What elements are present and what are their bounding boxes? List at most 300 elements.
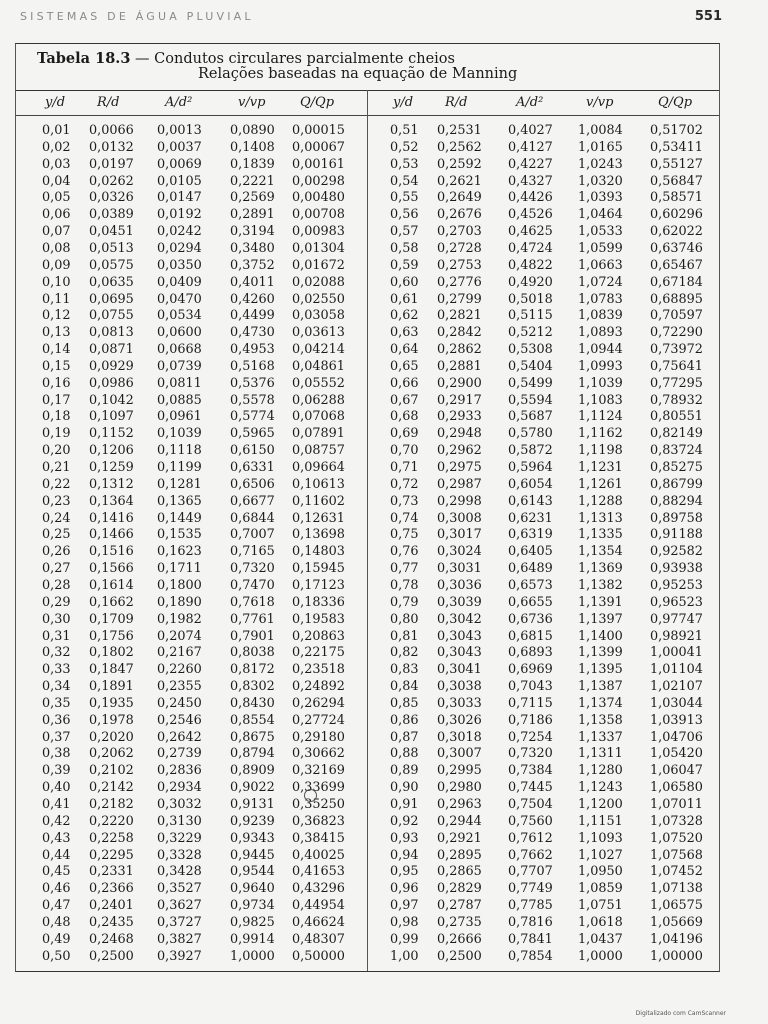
pen-circle-mark (304, 789, 317, 802)
cell-ad2: 0,4027 (508, 123, 553, 138)
cell-qqp: 1,03913 (650, 712, 703, 728)
col-header-qqp-right: Q/Qp (658, 95, 693, 110)
cell-vvp: 1,1231 (578, 460, 623, 475)
cell-yd: 0,84 (390, 679, 419, 695)
cell-qqp: 0,06288 (292, 392, 345, 408)
cell-yd: 0,70 (390, 443, 419, 459)
cell-yd: 0,65 (390, 358, 419, 374)
cell-rd: 0,2728 (437, 240, 482, 256)
cell-rd: 0,2980 (437, 780, 482, 796)
cell-qqp: 0,18336 (292, 594, 345, 610)
cell-rd: 0,2258 (89, 830, 134, 846)
cell-qqp: 0,78932 (650, 392, 703, 408)
cell-ad2: 0,5872 (508, 443, 553, 459)
cell-yd: 0,62 (390, 308, 419, 324)
cell-ad2: 0,7816 (508, 914, 553, 930)
cell-qqp: 1,07011 (650, 797, 703, 812)
cell-ad2: 0,6893 (508, 645, 553, 661)
cell-vvp: 1,1151 (578, 813, 623, 829)
cell-vvp: 0,7901 (230, 628, 275, 644)
cell-rd: 0,2881 (437, 358, 482, 374)
cell-rd: 0,1614 (89, 577, 134, 593)
cell-qqp: 0,89758 (650, 510, 703, 526)
cell-qqp: 0,85275 (650, 460, 703, 475)
cell-ad2: 0,7504 (508, 797, 553, 812)
cell-ad2: 0,5404 (508, 358, 553, 374)
cell-yd: 0,16 (42, 375, 71, 391)
cell-ad2: 0,0147 (157, 190, 202, 206)
cell-rd: 0,2962 (437, 443, 482, 459)
cell-ad2: 0,1623 (157, 544, 202, 560)
cell-yd: 0,09 (42, 257, 71, 273)
cell-vvp: 1,1261 (578, 476, 623, 492)
cell-qqp: 0,07068 (292, 409, 345, 425)
cell-rd: 0,3043 (437, 628, 482, 644)
cell-rd: 0,0262 (89, 173, 134, 189)
cell-yd: 0,99 (390, 931, 419, 947)
cell-yd: 0,58 (390, 240, 419, 256)
cell-rd: 0,3018 (437, 729, 482, 745)
cell-yd: 0,87 (390, 729, 419, 745)
cell-ad2: 0,1449 (157, 510, 202, 526)
cell-yd: 0,92 (390, 813, 419, 829)
cell-vvp: 0,7165 (230, 544, 275, 560)
col-header-rd-left: R/d (97, 95, 120, 110)
cell-ad2: 0,6231 (508, 510, 553, 526)
cell-vvp: 0,8554 (230, 712, 275, 728)
cell-qqp: 1,05669 (650, 914, 703, 930)
cell-vvp: 1,0393 (578, 190, 623, 206)
cell-qqp: 0,04861 (292, 358, 345, 374)
cell-yd: 0,19 (42, 426, 71, 442)
cell-yd: 0,39 (42, 763, 71, 779)
cell-vvp: 1,0243 (578, 156, 623, 172)
cell-qqp: 0,46624 (292, 914, 345, 930)
cell-qqp: 1,05420 (650, 746, 703, 762)
cell-vvp: 0,4011 (230, 274, 275, 290)
cell-yd: 0,44 (42, 847, 71, 863)
cell-ad2: 0,3130 (157, 813, 202, 829)
cell-ad2: 0,1535 (157, 527, 202, 543)
cell-qqp: 0,00015 (292, 123, 345, 138)
cell-ad2: 0,7254 (508, 729, 553, 745)
cell-qqp: 0,03058 (292, 308, 345, 324)
cell-yd: 0,74 (390, 510, 419, 526)
cell-qqp: 0,29180 (292, 729, 345, 745)
cell-yd: 0,01 (42, 123, 71, 138)
cell-rd: 0,1662 (89, 594, 134, 610)
cell-vvp: 1,0944 (578, 342, 623, 358)
cell-yd: 0,38 (42, 746, 71, 762)
cell-yd: 0,14 (42, 342, 71, 358)
cell-vvp: 1,1397 (578, 611, 623, 627)
cell-vvp: 0,6150 (230, 443, 275, 459)
cell-yd: 0,61 (390, 291, 419, 307)
cell-vvp: 1,0993 (578, 358, 623, 374)
cell-vvp: 1,1280 (578, 763, 623, 779)
cell-rd: 0,3026 (437, 712, 482, 728)
cell-yd: 0,81 (390, 628, 419, 644)
cell-rd: 0,2900 (437, 375, 482, 391)
running-title: SISTEMAS DE ÁGUA PLUVIAL (20, 10, 254, 23)
cell-qqp: 0,33699 (292, 780, 345, 796)
cell-yd: 0,67 (390, 392, 419, 408)
cell-qqp: 0,27724 (292, 712, 345, 728)
cell-qqp: 1,07328 (650, 813, 703, 829)
cell-yd: 0,56 (390, 207, 419, 223)
cell-qqp: 1,07452 (650, 864, 703, 880)
cell-qqp: 1,00000 (650, 948, 703, 964)
cell-yd: 0,47 (42, 898, 71, 914)
cell-yd: 0,34 (42, 679, 71, 695)
cell-qqp: 0,48307 (292, 931, 345, 947)
cell-yd: 0,54 (390, 173, 419, 189)
cell-qqp: 1,00041 (650, 645, 703, 661)
cell-rd: 0,2500 (89, 948, 134, 964)
cell-yd: 0,11 (42, 291, 71, 307)
cell-rd: 0,2776 (437, 274, 482, 290)
cell-vvp: 0,9445 (230, 847, 275, 863)
cell-yd: 0,12 (42, 308, 71, 324)
cell-ad2: 0,0470 (157, 291, 202, 307)
col-header-rd-right: R/d (445, 95, 468, 110)
cell-rd: 0,1847 (89, 662, 134, 678)
cell-vvp: 1,0320 (578, 173, 623, 189)
cell-rd: 0,0755 (89, 308, 134, 324)
cell-qqp: 0,23518 (292, 662, 345, 678)
cell-rd: 0,2821 (437, 308, 482, 324)
cell-ad2: 0,0534 (157, 308, 202, 324)
cell-ad2: 0,4724 (508, 240, 553, 256)
cell-vvp: 1,1337 (578, 729, 623, 745)
cell-ad2: 0,4327 (508, 173, 553, 189)
cell-ad2: 0,1281 (157, 476, 202, 492)
cell-yd: 0,21 (42, 460, 71, 475)
cell-yd: 0,50 (42, 948, 71, 964)
cell-rd: 0,2703 (437, 224, 482, 240)
cell-qqp: 0,20863 (292, 628, 345, 644)
cell-vvp: 1,0950 (578, 864, 623, 880)
cell-qqp: 0,70597 (650, 308, 703, 324)
cell-rd: 0,2829 (437, 881, 482, 897)
cell-vvp: 1,1093 (578, 830, 623, 846)
cell-rd: 0,3038 (437, 679, 482, 695)
cell-rd: 0,2295 (89, 847, 134, 863)
cell-yd: 0,69 (390, 426, 419, 442)
cell-qqp: 0,97747 (650, 611, 703, 627)
cell-vvp: 1,1039 (578, 375, 623, 391)
cell-rd: 0,0326 (89, 190, 134, 206)
cell-qqp: 0,00983 (292, 224, 345, 240)
cell-ad2: 0,3527 (157, 881, 202, 897)
cell-yd: 0,59 (390, 257, 419, 273)
cell-rd: 0,2948 (437, 426, 482, 442)
cell-rd: 0,2621 (437, 173, 482, 189)
cell-rd: 0,2735 (437, 914, 482, 930)
cell-qqp: 0,13698 (292, 527, 345, 543)
cell-qqp: 1,06580 (650, 780, 703, 796)
cell-vvp: 0,9544 (230, 864, 275, 880)
manning-table (15, 43, 720, 972)
cell-yd: 0,64 (390, 342, 419, 358)
cell-ad2: 0,2739 (157, 746, 202, 762)
cell-qqp: 0,51702 (650, 123, 703, 138)
cell-rd: 0,0986 (89, 375, 134, 391)
cell-rd: 0,0635 (89, 274, 134, 290)
cell-yd: 0,82 (390, 645, 419, 661)
page-header (20, 9, 722, 27)
cell-vvp: 1,1358 (578, 712, 623, 728)
cell-rd: 0,1935 (89, 695, 134, 711)
cell-ad2: 0,7186 (508, 712, 553, 728)
cell-yd: 0,88 (390, 746, 419, 762)
cell-vvp: 1,0839 (578, 308, 623, 324)
cell-qqp: 0,08757 (292, 443, 345, 459)
cell-qqp: 1,03044 (650, 695, 703, 711)
cell-vvp: 1,0533 (578, 224, 623, 240)
cell-qqp: 0,36823 (292, 813, 345, 829)
cell-ad2: 0,2074 (157, 628, 202, 644)
cell-ad2: 0,0192 (157, 207, 202, 223)
cell-rd: 0,2182 (89, 797, 134, 812)
cell-ad2: 0,2355 (157, 679, 202, 695)
cell-vvp: 0,2891 (230, 207, 275, 223)
cell-ad2: 0,1039 (157, 426, 202, 442)
cell-vvp: 0,2569 (230, 190, 275, 206)
cell-qqp: 0,32169 (292, 763, 345, 779)
cell-vvp: 0,6844 (230, 510, 275, 526)
cell-vvp: 0,9343 (230, 830, 275, 846)
cell-ad2: 0,4625 (508, 224, 553, 240)
cell-vvp: 0,0890 (230, 123, 275, 138)
cell-rd: 0,1802 (89, 645, 134, 661)
cell-qqp: 0,10613 (292, 476, 345, 492)
table-row-right (16, 949, 719, 968)
cell-rd: 0,0929 (89, 358, 134, 374)
cell-qqp: 0,55127 (650, 156, 703, 172)
cell-yd: 0,28 (42, 577, 71, 593)
cell-rd: 0,3033 (437, 695, 482, 711)
cell-yd: 0,66 (390, 375, 419, 391)
cell-qqp: 0,44954 (292, 898, 345, 914)
cell-ad2: 0,2167 (157, 645, 202, 661)
cell-qqp: 0,11602 (292, 493, 345, 509)
cell-vvp: 1,1387 (578, 679, 623, 695)
cell-vvp: 1,1162 (578, 426, 623, 442)
cell-vvp: 0,8172 (230, 662, 275, 678)
cell-yd: 0,04 (42, 173, 71, 189)
cell-rd: 0,1516 (89, 544, 134, 560)
cell-qqp: 0,26294 (292, 695, 345, 711)
cell-rd: 0,0066 (89, 123, 134, 138)
cell-qqp: 0,77295 (650, 375, 703, 391)
cell-yd: 0,78 (390, 577, 419, 593)
cell-rd: 0,2666 (437, 931, 482, 947)
cell-ad2: 0,6143 (508, 493, 553, 509)
cell-vvp: 1,1313 (578, 510, 623, 526)
cell-ad2: 0,7707 (508, 864, 553, 880)
cell-ad2: 0,6655 (508, 594, 553, 610)
cell-ad2: 0,0069 (157, 156, 202, 172)
cell-vvp: 1,1354 (578, 544, 623, 560)
cell-yd: 0,53 (390, 156, 419, 172)
cell-rd: 0,2531 (437, 123, 482, 138)
cell-ad2: 0,6489 (508, 561, 553, 577)
cell-vvp: 1,1200 (578, 797, 623, 812)
cell-rd: 0,2649 (437, 190, 482, 206)
cell-ad2: 0,5594 (508, 392, 553, 408)
cell-ad2: 0,7560 (508, 813, 553, 829)
cell-yd: 0,25 (42, 527, 71, 543)
cell-vvp: 0,5578 (230, 392, 275, 408)
cell-vvp: 0,7320 (230, 561, 275, 577)
cell-qqp: 0,60296 (650, 207, 703, 223)
cell-yd: 0,22 (42, 476, 71, 492)
cell-ad2: 0,2934 (157, 780, 202, 796)
cell-vvp: 0,9022 (230, 780, 275, 796)
cell-rd: 0,1756 (89, 628, 134, 644)
cell-rd: 0,2933 (437, 409, 482, 425)
cell-vvp: 1,1400 (578, 628, 623, 644)
cell-vvp: 0,8038 (230, 645, 275, 661)
cell-ad2: 0,2450 (157, 695, 202, 711)
cell-ad2: 0,0961 (157, 409, 202, 425)
cell-ad2: 0,7612 (508, 830, 553, 846)
cell-ad2: 0,7662 (508, 847, 553, 863)
cell-qqp: 0,63746 (650, 240, 703, 256)
cell-qqp: 0,35250 (292, 797, 345, 812)
cell-yd: 0,46 (42, 881, 71, 897)
cell-rd: 0,2921 (437, 830, 482, 846)
cell-ad2: 0,7785 (508, 898, 553, 914)
cell-vvp: 0,2221 (230, 173, 275, 189)
cell-rd: 0,1206 (89, 443, 134, 459)
cell-ad2: 0,6054 (508, 476, 553, 492)
cell-rd: 0,0813 (89, 325, 134, 341)
cell-qqp: 0,92582 (650, 544, 703, 560)
cell-ad2: 0,2546 (157, 712, 202, 728)
col-header-yd-right: y/d (393, 95, 414, 110)
cell-vvp: 0,9640 (230, 881, 275, 897)
cell-vvp: 1,0464 (578, 207, 623, 223)
cell-qqp: 1,04196 (650, 931, 703, 947)
cell-yd: 0,96 (390, 881, 419, 897)
cell-vvp: 1,1369 (578, 561, 623, 577)
cell-vvp: 0,3194 (230, 224, 275, 240)
cell-rd: 0,3008 (437, 510, 482, 526)
cell-vvp: 1,0663 (578, 257, 623, 273)
cell-vvp: 0,7618 (230, 594, 275, 610)
cell-vvp: 0,5774 (230, 409, 275, 425)
cell-ad2: 0,0885 (157, 392, 202, 408)
cell-vvp: 1,0893 (578, 325, 623, 341)
cell-ad2: 0,6736 (508, 611, 553, 627)
cell-rd: 0,2102 (89, 763, 134, 779)
cell-ad2: 0,4526 (508, 207, 553, 223)
cell-ad2: 0,0350 (157, 257, 202, 273)
cell-qqp: 0,02088 (292, 274, 345, 290)
cell-vvp: 0,1408 (230, 139, 275, 155)
cell-qqp: 0,02550 (292, 291, 345, 307)
cell-ad2: 0,2260 (157, 662, 202, 678)
cell-yd: 0,43 (42, 830, 71, 846)
cell-vvp: 1,0751 (578, 898, 623, 914)
cell-qqp: 0,58571 (650, 190, 703, 206)
cell-yd: 0,98 (390, 914, 419, 930)
cell-yd: 0,89 (390, 763, 419, 779)
cell-vvp: 1,1335 (578, 527, 623, 543)
cell-rd: 0,0871 (89, 342, 134, 358)
cell-ad2: 0,5018 (508, 291, 553, 307)
cell-qqp: 1,04706 (650, 729, 703, 745)
cell-ad2: 0,6815 (508, 628, 553, 644)
cell-ad2: 0,7384 (508, 763, 553, 779)
cell-qqp: 1,01104 (650, 662, 703, 678)
cell-vvp: 1,0000 (230, 948, 275, 964)
cell-yd: 0,63 (390, 325, 419, 341)
cell-rd: 0,2998 (437, 493, 482, 509)
cell-yd: 0,68 (390, 409, 419, 425)
cell-yd: 0,85 (390, 695, 419, 711)
cell-yd: 0,36 (42, 712, 71, 728)
cell-ad2: 0,7854 (508, 948, 553, 964)
cell-yd: 0,37 (42, 729, 71, 745)
cell-ad2: 0,6319 (508, 527, 553, 543)
cell-vvp: 1,0599 (578, 240, 623, 256)
cell-rd: 0,3036 (437, 577, 482, 593)
cell-ad2: 0,5499 (508, 375, 553, 391)
cell-qqp: 1,02107 (650, 679, 703, 695)
cell-yd: 0,80 (390, 611, 419, 627)
cell-ad2: 0,1711 (157, 561, 202, 577)
col-header-ad2-left: A/d² (165, 95, 193, 110)
cell-rd: 0,2865 (437, 864, 482, 880)
cell-ad2: 0,0294 (157, 240, 202, 256)
cell-qqp: 0,30662 (292, 746, 345, 762)
cell-ad2: 0,2836 (157, 763, 202, 779)
cell-rd: 0,1152 (89, 426, 134, 442)
cell-vvp: 0,5376 (230, 375, 275, 391)
cell-qqp: 0,38415 (292, 830, 345, 846)
cell-rd: 0,3017 (437, 527, 482, 543)
cell-qqp: 0,56847 (650, 173, 703, 189)
cell-yd: 0,41 (42, 797, 71, 812)
cell-yd: 0,23 (42, 493, 71, 509)
cell-qqp: 0,96523 (650, 594, 703, 610)
cell-ad2: 0,3428 (157, 864, 202, 880)
cell-vvp: 1,0724 (578, 274, 623, 290)
cell-ad2: 0,3927 (157, 948, 202, 964)
cell-yd: 1,00 (390, 948, 419, 964)
cell-rd: 0,1097 (89, 409, 134, 425)
cell-yd: 0,32 (42, 645, 71, 661)
cell-ad2: 0,7749 (508, 881, 553, 897)
cell-rd: 0,2220 (89, 813, 134, 829)
cell-ad2: 0,3229 (157, 830, 202, 846)
cell-yd: 0,08 (42, 240, 71, 256)
cell-ad2: 0,1890 (157, 594, 202, 610)
cell-yd: 0,75 (390, 527, 419, 543)
cell-yd: 0,91 (390, 797, 419, 812)
cell-qqp: 0,73972 (650, 342, 703, 358)
cell-yd: 0,94 (390, 847, 419, 863)
cell-qqp: 1,07138 (650, 881, 703, 897)
cell-ad2: 0,5212 (508, 325, 553, 341)
cell-ad2: 0,4227 (508, 156, 553, 172)
cell-qqp: 0,68895 (650, 291, 703, 307)
scanner-watermark: Digitalizado com CamScanner (635, 1010, 726, 1017)
cell-ad2: 0,7320 (508, 746, 553, 762)
